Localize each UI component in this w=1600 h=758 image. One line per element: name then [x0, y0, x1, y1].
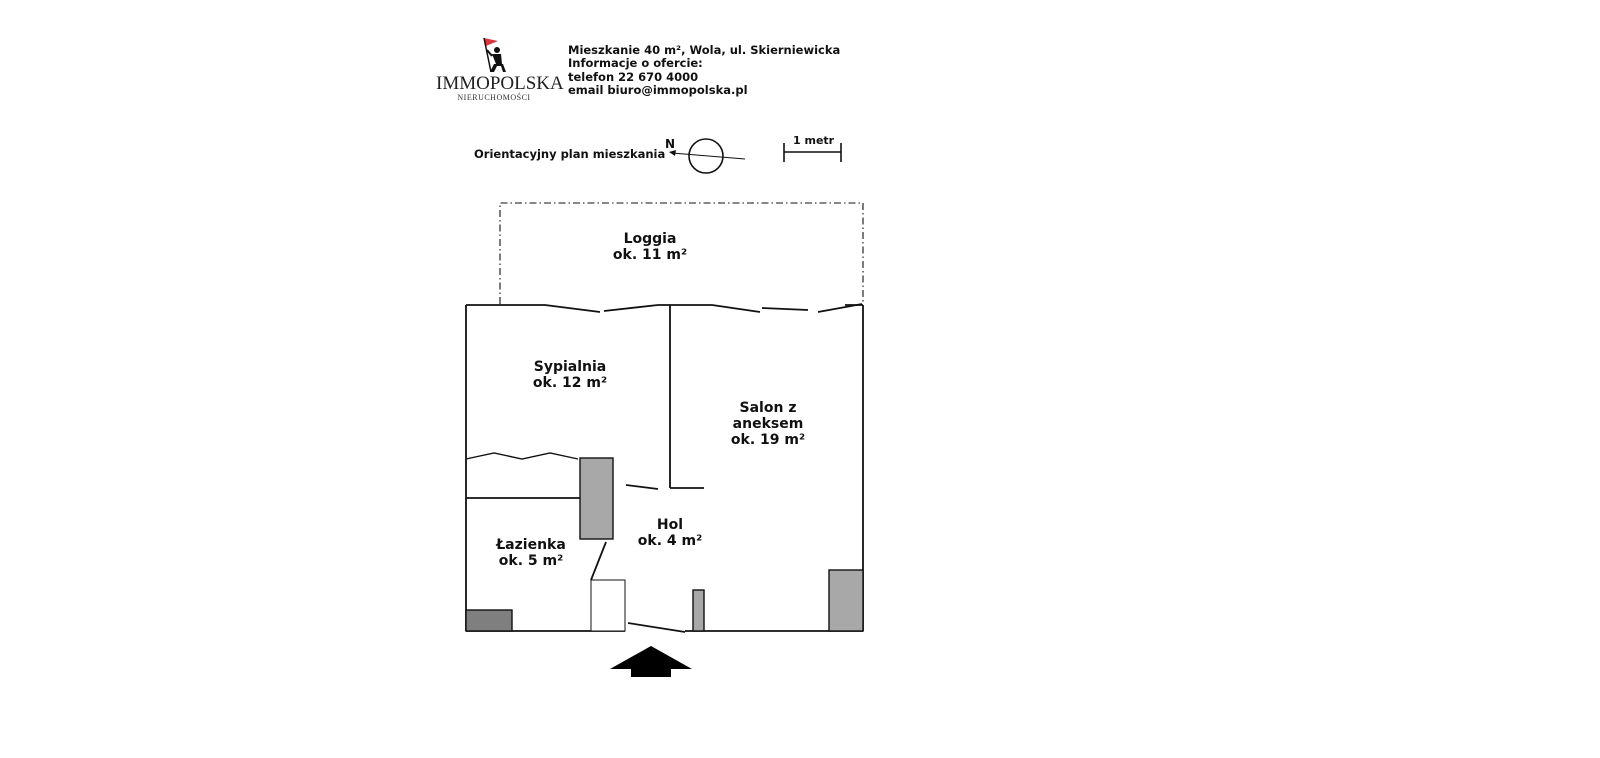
- room-living-area: ok. 19 m²: [730, 432, 806, 448]
- room-hall-area: ok. 4 m²: [637, 533, 703, 549]
- logo-tagline-text: NIERUCHOMOŚCI: [457, 93, 531, 102]
- ventilation-shaft: [580, 458, 613, 539]
- logo-brand-text: IMMOPOLSKA: [436, 73, 564, 94]
- wardrobe-doors: [466, 453, 578, 459]
- hall-column: [693, 590, 704, 631]
- plan-caption: Orientacyjny plan mieszkania: [474, 147, 666, 161]
- room-bedroom-name: Sypialnia: [533, 359, 607, 375]
- room-hall-name: Hol: [656, 517, 684, 533]
- room-living-name-1: Salon z: [739, 400, 797, 416]
- room-bathroom-area: ok. 5 m²: [498, 553, 564, 569]
- offer-info-heading: Informacje o ofercie:: [568, 56, 703, 71]
- scale-bar: [784, 143, 841, 162]
- outer-walls: [466, 305, 863, 631]
- bathroom-door: [591, 542, 606, 580]
- room-hall: [620, 517, 720, 549]
- entrance-arrow-icon: [610, 646, 692, 677]
- room-bathroom-name: Łazienka: [496, 537, 566, 553]
- bathroom-fixture: [466, 610, 512, 631]
- room-loggia-area: ok. 11 m²: [612, 247, 688, 263]
- room-loggia-name: Loggia: [623, 231, 677, 247]
- entrance-door: [628, 623, 685, 632]
- kitchen-cabinet: [829, 570, 863, 631]
- north-label: N: [665, 137, 676, 151]
- room-bathroom: [481, 537, 581, 569]
- room-living: [718, 400, 818, 448]
- offer-email: email biuro@immopolska.pl: [568, 82, 748, 97]
- room-bedroom: [520, 359, 620, 391]
- offer-title: Mieszkanie 40 m², Wola, ul. Skierniewicka: [568, 43, 841, 57]
- room-living-name-2: aneksem: [732, 416, 804, 432]
- room-loggia: [600, 231, 700, 263]
- room-bedroom-area: ok. 12 m²: [532, 375, 608, 391]
- compass-icon: [669, 139, 745, 173]
- scale-label: 1 metr: [793, 134, 835, 147]
- hall-cupboard: [591, 580, 625, 631]
- offer-phone: telefon 22 670 4000: [568, 69, 699, 84]
